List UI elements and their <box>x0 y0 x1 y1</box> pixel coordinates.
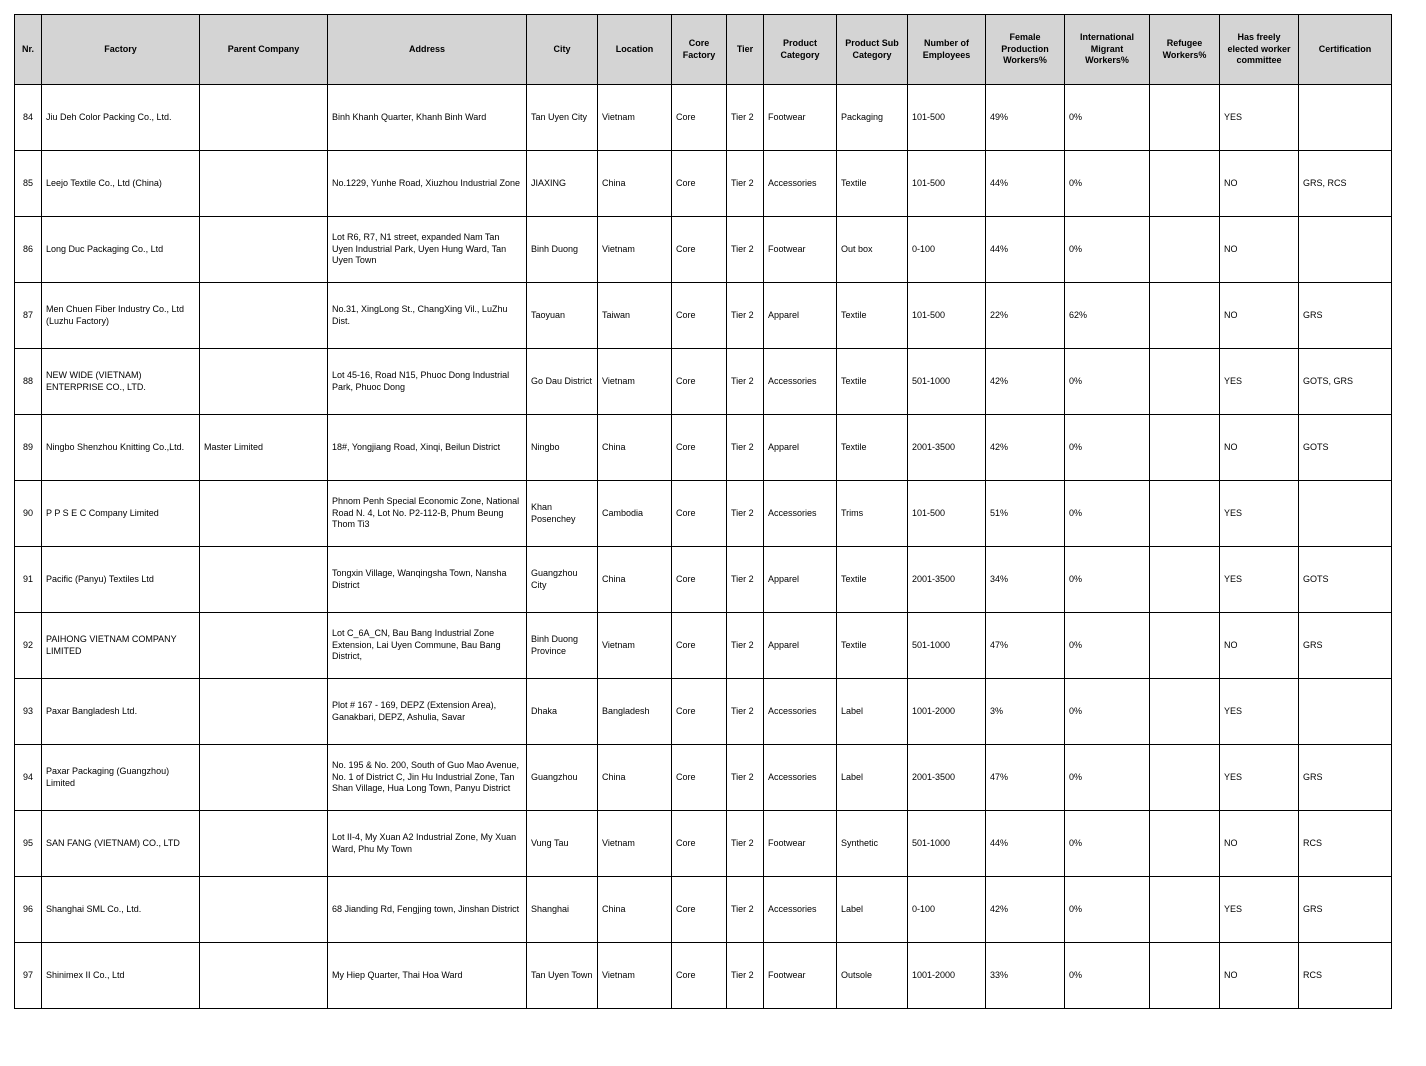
cell-core_factory: Core <box>672 745 727 811</box>
cell-female_production_workers_pct: 3% <box>986 679 1065 745</box>
cell-certification: GRS <box>1299 877 1392 943</box>
cell-factory: P P S E C Company Limited <box>42 481 200 547</box>
cell-core_factory: Core <box>672 349 727 415</box>
cell-parent_company <box>200 613 328 679</box>
cell-refugee_workers_pct <box>1150 217 1220 283</box>
cell-nr: 95 <box>15 811 42 877</box>
column-header-female_production_workers_pct: Female Production Workers% <box>986 15 1065 85</box>
column-header-refugee_workers_pct: Refugee Workers% <box>1150 15 1220 85</box>
cell-has_freely_elected_worker_committee: YES <box>1220 679 1299 745</box>
cell-product_category: Footwear <box>764 217 837 283</box>
cell-product_sub_category: Packaging <box>837 85 908 151</box>
cell-location: China <box>598 877 672 943</box>
cell-core_factory: Core <box>672 415 727 481</box>
cell-product_category: Accessories <box>764 481 837 547</box>
cell-has_freely_elected_worker_committee: NO <box>1220 283 1299 349</box>
cell-female_production_workers_pct: 33% <box>986 943 1065 1009</box>
cell-product_sub_category: Synthetic <box>837 811 908 877</box>
cell-nr: 96 <box>15 877 42 943</box>
cell-product_category: Footwear <box>764 811 837 877</box>
cell-product_sub_category: Textile <box>837 415 908 481</box>
cell-tier: Tier 2 <box>727 481 764 547</box>
cell-product_sub_category: Textile <box>837 151 908 217</box>
column-header-tier: Tier <box>727 15 764 85</box>
cell-product_sub_category: Textile <box>837 613 908 679</box>
cell-parent_company <box>200 85 328 151</box>
cell-tier: Tier 2 <box>727 613 764 679</box>
column-header-city: City <box>527 15 598 85</box>
cell-international_migrant_workers_pct: 0% <box>1065 877 1150 943</box>
cell-factory: Pacific (Panyu) Textiles Ltd <box>42 547 200 613</box>
cell-international_migrant_workers_pct: 0% <box>1065 745 1150 811</box>
table-row <box>15 613 1392 679</box>
cell-address: Lot II-4, My Xuan A2 Industrial Zone, My Xuan Ward, Phu My Town <box>328 811 527 877</box>
cell-female_production_workers_pct: 34% <box>986 547 1065 613</box>
cell-parent_company <box>200 811 328 877</box>
cell-nr: 89 <box>15 415 42 481</box>
table-row <box>15 679 1392 745</box>
cell-tier: Tier 2 <box>727 877 764 943</box>
cell-nr: 90 <box>15 481 42 547</box>
table-row <box>15 877 1392 943</box>
cell-product_category: Footwear <box>764 85 837 151</box>
cell-city: Ningbo <box>527 415 598 481</box>
cell-factory: Leejo Textile Co., Ltd (China) <box>42 151 200 217</box>
cell-location: Vietnam <box>598 349 672 415</box>
cell-refugee_workers_pct <box>1150 745 1220 811</box>
cell-nr: 87 <box>15 283 42 349</box>
column-header-parent_company: Parent Company <box>200 15 328 85</box>
cell-nr: 84 <box>15 85 42 151</box>
cell-city: Shanghai <box>527 877 598 943</box>
cell-certification: RCS <box>1299 811 1392 877</box>
cell-product_sub_category: Outsole <box>837 943 908 1009</box>
cell-product_category: Apparel <box>764 547 837 613</box>
cell-core_factory: Core <box>672 217 727 283</box>
cell-refugee_workers_pct <box>1150 349 1220 415</box>
table-row <box>15 547 1392 613</box>
column-header-certification: Certification <box>1299 15 1392 85</box>
cell-refugee_workers_pct <box>1150 877 1220 943</box>
cell-nr: 92 <box>15 613 42 679</box>
cell-city: Tan Uyen Town <box>527 943 598 1009</box>
cell-number_of_employees: 2001-3500 <box>908 547 986 613</box>
cell-has_freely_elected_worker_committee: NO <box>1220 151 1299 217</box>
cell-location: China <box>598 151 672 217</box>
cell-tier: Tier 2 <box>727 217 764 283</box>
cell-refugee_workers_pct <box>1150 85 1220 151</box>
cell-has_freely_elected_worker_committee: YES <box>1220 877 1299 943</box>
cell-city: Binh Duong <box>527 217 598 283</box>
cell-refugee_workers_pct <box>1150 613 1220 679</box>
cell-parent_company <box>200 283 328 349</box>
cell-tier: Tier 2 <box>727 85 764 151</box>
cell-international_migrant_workers_pct: 0% <box>1065 481 1150 547</box>
cell-international_migrant_workers_pct: 0% <box>1065 943 1150 1009</box>
cell-nr: 85 <box>15 151 42 217</box>
cell-number_of_employees: 2001-3500 <box>908 745 986 811</box>
cell-factory: NEW WIDE (VIETNAM) ENTERPRISE CO., LTD. <box>42 349 200 415</box>
cell-tier: Tier 2 <box>727 349 764 415</box>
cell-location: Vietnam <box>598 811 672 877</box>
cell-location: Vietnam <box>598 943 672 1009</box>
table-row <box>15 415 1392 481</box>
table-row <box>15 481 1392 547</box>
cell-certification <box>1299 679 1392 745</box>
table-header <box>15 15 1392 85</box>
column-header-has_freely_elected_worker_committee: Has freely elected worker committee <box>1220 15 1299 85</box>
cell-number_of_employees: 101-500 <box>908 283 986 349</box>
cell-core_factory: Core <box>672 85 727 151</box>
cell-tier: Tier 2 <box>727 283 764 349</box>
column-header-number_of_employees: Number of Employees <box>908 15 986 85</box>
cell-address: Phnom Penh Special Economic Zone, National Road N. 4, Lot No. P2-112-B, Phum Beung Thom Ti3 <box>328 481 527 547</box>
column-header-product_sub_category: Product Sub Category <box>837 15 908 85</box>
cell-address: Lot 45-16, Road N15, Phuoc Dong Industrial Park, Phuoc Dong <box>328 349 527 415</box>
cell-location: China <box>598 415 672 481</box>
cell-international_migrant_workers_pct: 0% <box>1065 151 1150 217</box>
cell-city: JIAXING <box>527 151 598 217</box>
cell-number_of_employees: 1001-2000 <box>908 943 986 1009</box>
cell-nr: 93 <box>15 679 42 745</box>
cell-factory: Shanghai SML Co., Ltd. <box>42 877 200 943</box>
cell-product_sub_category: Trims <box>837 481 908 547</box>
cell-location: Bangladesh <box>598 679 672 745</box>
cell-female_production_workers_pct: 51% <box>986 481 1065 547</box>
cell-product_category: Accessories <box>764 349 837 415</box>
cell-female_production_workers_pct: 42% <box>986 877 1065 943</box>
column-header-product_category: Product Category <box>764 15 837 85</box>
column-header-factory: Factory <box>42 15 200 85</box>
cell-location: China <box>598 745 672 811</box>
cell-city: Khan Posenchey <box>527 481 598 547</box>
cell-core_factory: Core <box>672 811 727 877</box>
cell-female_production_workers_pct: 49% <box>986 85 1065 151</box>
cell-international_migrant_workers_pct: 0% <box>1065 547 1150 613</box>
cell-factory: Long Duc Packaging Co., Ltd <box>42 217 200 283</box>
cell-female_production_workers_pct: 22% <box>986 283 1065 349</box>
cell-factory: Shinimex II Co., Ltd <box>42 943 200 1009</box>
cell-certification <box>1299 217 1392 283</box>
cell-factory: Jiu Deh Color Packing Co., Ltd. <box>42 85 200 151</box>
cell-nr: 86 <box>15 217 42 283</box>
cell-refugee_workers_pct <box>1150 943 1220 1009</box>
cell-core_factory: Core <box>672 151 727 217</box>
cell-international_migrant_workers_pct: 0% <box>1065 613 1150 679</box>
cell-parent_company <box>200 151 328 217</box>
cell-product_category: Accessories <box>764 877 837 943</box>
column-header-nr: Nr. <box>15 15 42 85</box>
cell-international_migrant_workers_pct: 0% <box>1065 85 1150 151</box>
cell-refugee_workers_pct <box>1150 481 1220 547</box>
factory-table <box>14 14 1392 1009</box>
cell-product_category: Footwear <box>764 943 837 1009</box>
cell-factory: Paxar Packaging (Guangzhou) Limited <box>42 745 200 811</box>
cell-factory: Ningbo Shenzhou Knitting Co.,Ltd. <box>42 415 200 481</box>
cell-international_migrant_workers_pct: 0% <box>1065 415 1150 481</box>
cell-parent_company <box>200 877 328 943</box>
cell-product_sub_category: Label <box>837 679 908 745</box>
cell-address: No.1229, Yunhe Road, Xiuzhou Industrial Zone <box>328 151 527 217</box>
cell-certification: GRS <box>1299 745 1392 811</box>
cell-has_freely_elected_worker_committee: NO <box>1220 613 1299 679</box>
cell-tier: Tier 2 <box>727 151 764 217</box>
cell-certification: GOTS, GRS <box>1299 349 1392 415</box>
cell-factory: PAIHONG VIETNAM COMPANY LIMITED <box>42 613 200 679</box>
cell-address: Lot R6, R7, N1 street, expanded Nam Tan Uyen Industrial Park, Uyen Hung Ward, Tan Uyen Town <box>328 217 527 283</box>
cell-number_of_employees: 101-500 <box>908 85 986 151</box>
cell-female_production_workers_pct: 44% <box>986 217 1065 283</box>
cell-core_factory: Core <box>672 679 727 745</box>
cell-has_freely_elected_worker_committee: YES <box>1220 481 1299 547</box>
cell-has_freely_elected_worker_committee: YES <box>1220 547 1299 613</box>
cell-tier: Tier 2 <box>727 547 764 613</box>
cell-number_of_employees: 2001-3500 <box>908 415 986 481</box>
cell-has_freely_elected_worker_committee: NO <box>1220 415 1299 481</box>
cell-tier: Tier 2 <box>727 745 764 811</box>
column-header-address: Address <box>328 15 527 85</box>
cell-female_production_workers_pct: 42% <box>986 415 1065 481</box>
cell-certification: GRS <box>1299 283 1392 349</box>
cell-nr: 94 <box>15 745 42 811</box>
cell-international_migrant_workers_pct: 0% <box>1065 679 1150 745</box>
table-row <box>15 811 1392 877</box>
cell-female_production_workers_pct: 44% <box>986 811 1065 877</box>
table-row <box>15 85 1392 151</box>
cell-certification <box>1299 85 1392 151</box>
cell-factory: SAN FANG (VIETNAM) CO., LTD <box>42 811 200 877</box>
cell-location: Taiwan <box>598 283 672 349</box>
cell-core_factory: Core <box>672 283 727 349</box>
cell-parent_company <box>200 481 328 547</box>
cell-address: Binh Khanh Quarter, Khanh Binh Ward <box>328 85 527 151</box>
cell-core_factory: Core <box>672 481 727 547</box>
table-row <box>15 217 1392 283</box>
cell-has_freely_elected_worker_committee: YES <box>1220 745 1299 811</box>
cell-factory: Men Chuen Fiber Industry Co., Ltd (Luzhu Factory) <box>42 283 200 349</box>
cell-factory: Paxar Bangladesh Ltd. <box>42 679 200 745</box>
cell-core_factory: Core <box>672 547 727 613</box>
cell-international_migrant_workers_pct: 0% <box>1065 349 1150 415</box>
cell-certification <box>1299 481 1392 547</box>
cell-refugee_workers_pct <box>1150 151 1220 217</box>
cell-tier: Tier 2 <box>727 811 764 877</box>
cell-certification: GRS <box>1299 613 1392 679</box>
cell-has_freely_elected_worker_committee: YES <box>1220 85 1299 151</box>
cell-has_freely_elected_worker_committee: YES <box>1220 349 1299 415</box>
cell-address: Lot C_6A_CN, Bau Bang Industrial Zone Extension, Lai Uyen Commune, Bau Bang District, <box>328 613 527 679</box>
cell-refugee_workers_pct <box>1150 283 1220 349</box>
cell-certification: RCS <box>1299 943 1392 1009</box>
cell-number_of_employees: 501-1000 <box>908 811 986 877</box>
cell-certification: GRS, RCS <box>1299 151 1392 217</box>
cell-number_of_employees: 101-500 <box>908 151 986 217</box>
column-header-international_migrant_workers_pct: International Migrant Workers% <box>1065 15 1150 85</box>
cell-tier: Tier 2 <box>727 943 764 1009</box>
cell-product_sub_category: Textile <box>837 349 908 415</box>
cell-product_category: Apparel <box>764 415 837 481</box>
column-header-location: Location <box>598 15 672 85</box>
cell-international_migrant_workers_pct: 62% <box>1065 283 1150 349</box>
cell-nr: 91 <box>15 547 42 613</box>
cell-address: My Hiep Quarter, Thai Hoa Ward <box>328 943 527 1009</box>
cell-product_category: Accessories <box>764 151 837 217</box>
cell-refugee_workers_pct <box>1150 547 1220 613</box>
column-header-core_factory: Core Factory <box>672 15 727 85</box>
cell-product_sub_category: Label <box>837 745 908 811</box>
cell-address: Plot # 167 - 169, DEPZ (Extension Area), Ganakbari, DEPZ, Ashulia, Savar <box>328 679 527 745</box>
cell-parent_company <box>200 547 328 613</box>
cell-address: No.31, XingLong St., ChangXing Vil., LuZhu Dist. <box>328 283 527 349</box>
cell-number_of_employees: 1001-2000 <box>908 679 986 745</box>
cell-female_production_workers_pct: 47% <box>986 745 1065 811</box>
cell-female_production_workers_pct: 44% <box>986 151 1065 217</box>
cell-location: Vietnam <box>598 85 672 151</box>
cell-product_category: Accessories <box>764 679 837 745</box>
cell-international_migrant_workers_pct: 0% <box>1065 217 1150 283</box>
cell-address: 18#, Yongjiang Road, Xinqi, Beilun District <box>328 415 527 481</box>
cell-location: China <box>598 547 672 613</box>
cell-number_of_employees: 501-1000 <box>908 613 986 679</box>
cell-parent_company <box>200 217 328 283</box>
cell-female_production_workers_pct: 42% <box>986 349 1065 415</box>
cell-product_category: Accessories <box>764 745 837 811</box>
cell-city: Go Dau District <box>527 349 598 415</box>
cell-nr: 88 <box>15 349 42 415</box>
cell-address: 68 Jianding Rd, Fengjing town, Jinshan District <box>328 877 527 943</box>
cell-refugee_workers_pct <box>1150 811 1220 877</box>
cell-product_sub_category: Textile <box>837 283 908 349</box>
cell-core_factory: Core <box>672 943 727 1009</box>
cell-location: Cambodia <box>598 481 672 547</box>
cell-tier: Tier 2 <box>727 415 764 481</box>
cell-product_sub_category: Textile <box>837 547 908 613</box>
cell-number_of_employees: 501-1000 <box>908 349 986 415</box>
cell-parent_company: Master Limited <box>200 415 328 481</box>
cell-city: Taoyuan <box>527 283 598 349</box>
cell-address: Tongxin Village, Wanqingsha Town, Nansha District <box>328 547 527 613</box>
cell-product_category: Apparel <box>764 283 837 349</box>
cell-city: Vung Tau <box>527 811 598 877</box>
cell-has_freely_elected_worker_committee: NO <box>1220 217 1299 283</box>
cell-product_sub_category: Label <box>837 877 908 943</box>
cell-parent_company <box>200 349 328 415</box>
cell-core_factory: Core <box>672 877 727 943</box>
cell-nr: 97 <box>15 943 42 1009</box>
cell-number_of_employees: 101-500 <box>908 481 986 547</box>
cell-refugee_workers_pct <box>1150 415 1220 481</box>
cell-city: Guangzhou <box>527 745 598 811</box>
table-row <box>15 745 1392 811</box>
cell-number_of_employees: 0-100 <box>908 877 986 943</box>
cell-has_freely_elected_worker_committee: NO <box>1220 811 1299 877</box>
cell-address: No. 195 & No. 200, South of Guo Mao Avenue, No. 1 of District C, Jin Hu Industrial Zone, Tan Shan Village, Hua Long Town, Panyu District <box>328 745 527 811</box>
cell-number_of_employees: 0-100 <box>908 217 986 283</box>
cell-product_category: Apparel <box>764 613 837 679</box>
table-row <box>15 283 1392 349</box>
cell-location: Vietnam <box>598 217 672 283</box>
cell-city: Binh Duong Province <box>527 613 598 679</box>
header-row <box>15 15 1392 85</box>
table-row <box>15 151 1392 217</box>
cell-city: Guangzhou City <box>527 547 598 613</box>
table-row <box>15 349 1392 415</box>
cell-city: Dhaka <box>527 679 598 745</box>
cell-certification: GOTS <box>1299 415 1392 481</box>
table-row <box>15 943 1392 1009</box>
cell-parent_company <box>200 943 328 1009</box>
cell-refugee_workers_pct <box>1150 679 1220 745</box>
cell-city: Tan Uyen City <box>527 85 598 151</box>
cell-international_migrant_workers_pct: 0% <box>1065 811 1150 877</box>
cell-parent_company <box>200 745 328 811</box>
cell-core_factory: Core <box>672 613 727 679</box>
cell-tier: Tier 2 <box>727 679 764 745</box>
cell-location: Vietnam <box>598 613 672 679</box>
cell-product_sub_category: Out box <box>837 217 908 283</box>
cell-certification: GOTS <box>1299 547 1392 613</box>
cell-has_freely_elected_worker_committee: NO <box>1220 943 1299 1009</box>
table-body <box>15 85 1392 1009</box>
cell-parent_company <box>200 679 328 745</box>
cell-female_production_workers_pct: 47% <box>986 613 1065 679</box>
